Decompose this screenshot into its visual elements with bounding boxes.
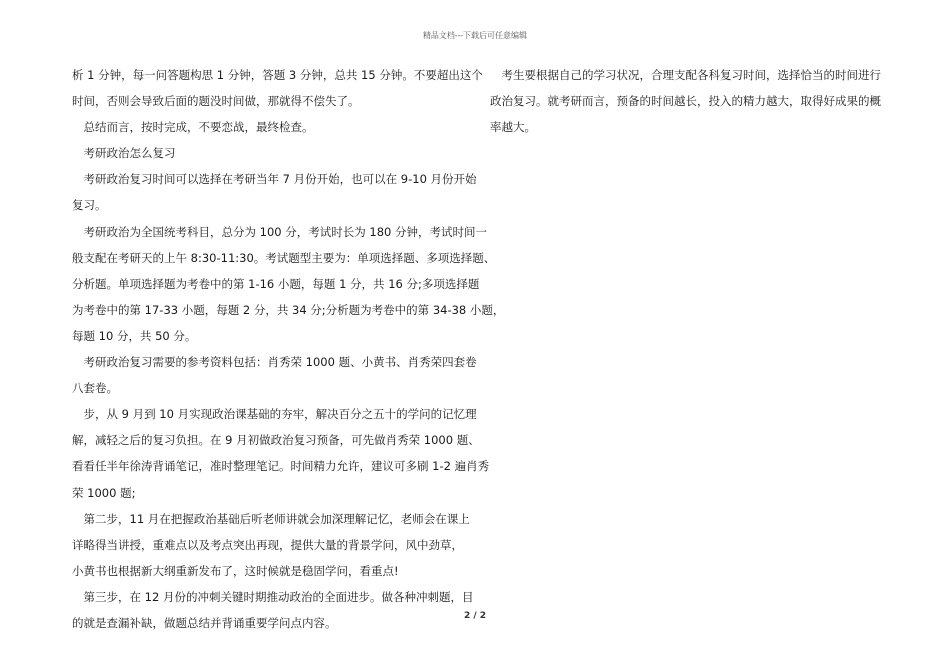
text-line: 时间，否则会导致后面的题没时间做，那就得不偿失了。 — [72, 94, 360, 109]
text-line: 考生要根据自己的学习状况，合理支配各科复习时间，选择恰当的时间进行 — [490, 68, 881, 82]
text-line: 第三步，在 12 月份的冲刺关键时期推动政治的全面进步。做各种冲刺题，目 — [72, 589, 474, 604]
page-number: 2 / 2 — [463, 611, 487, 621]
text-line: 考研政治复习需要的参考资料包括：肖秀荣 1000 题、小黄书、肖秀荣四套卷 — [72, 355, 477, 370]
text-line: 率越大。 — [490, 120, 536, 135]
text-line: 分析题。单项选择题为考卷中的第 1-16 小题，每题 1 分，共 16 分;多项选择题 — [72, 276, 480, 291]
text-line: 步，从 9 月到 10 月实现政治课基础的夯牢，解决百分之五十的学问的记忆理 — [72, 407, 477, 422]
text-line: 的就是查漏补缺，做题总结并背诵重要学问点内容。 — [72, 615, 337, 630]
text-line: 详略得当讲授，重难点以及考点突出再现，提供大量的背景学问，风中劲草， — [72, 537, 463, 552]
text-line: 八套卷。 — [72, 381, 118, 396]
text-line: 看看任半年徐涛背诵笔记，准时整理笔记。时间精力允许，建议可多刷 1-2 遍肖秀 — [72, 459, 490, 474]
text-line: 析 1 分钟，每一问答题构思 1 分钟，答题 3 分钟，总共 15 分钟。不要超出这个 — [72, 68, 483, 82]
text-line: 第二步，11 月在把握政治基础后听老师讲就会加深理解记忆，老师会在课上 — [72, 511, 470, 526]
right-column — [490, 62, 890, 140]
text-line: 总结而言，按时完成，不要恋战，最终检查。 — [72, 120, 314, 135]
text-line: 政治复习。就考研而言，预备的时间越长，投入的精力越大，取得好成果的概 — [490, 94, 881, 109]
text-line: 荣 1000 题; — [72, 485, 136, 500]
text-line: 解，减轻之后的复习负担。在 9 月初做政治复习预备，可先做肖秀荣 1000 题、 — [72, 433, 480, 448]
section-heading: 考研政治怎么复习 — [72, 146, 176, 161]
text-line: 每题 10 分，共 50 分。 — [72, 328, 197, 343]
text-line: 小黄书也根据新大纲重新发布了，这时候就是稳固学问，看重点! — [72, 563, 399, 578]
page-header: 精品文档---下载后可任意编辑 — [422, 31, 528, 40]
text-line: 般支配在考研天的上午 8:30-11:30。考试题型主要为：单项选择题、多项选择题、 — [72, 250, 496, 265]
text-line: 考研政治为全国统考科目，总分为 100 分，考试时长为 180 分钟，考试时间一 — [72, 224, 488, 239]
text-line: 为考卷中的第 17-33 小题，每题 2 分，共 34 分;分析题为考卷中的第 34-38 小题， — [72, 302, 505, 317]
text-line: 复习。 — [72, 198, 107, 213]
text-line: 考研政治复习时间可以选择在考研当年 7 月份开始，也可以在 9-10 月份开始 — [72, 172, 477, 187]
